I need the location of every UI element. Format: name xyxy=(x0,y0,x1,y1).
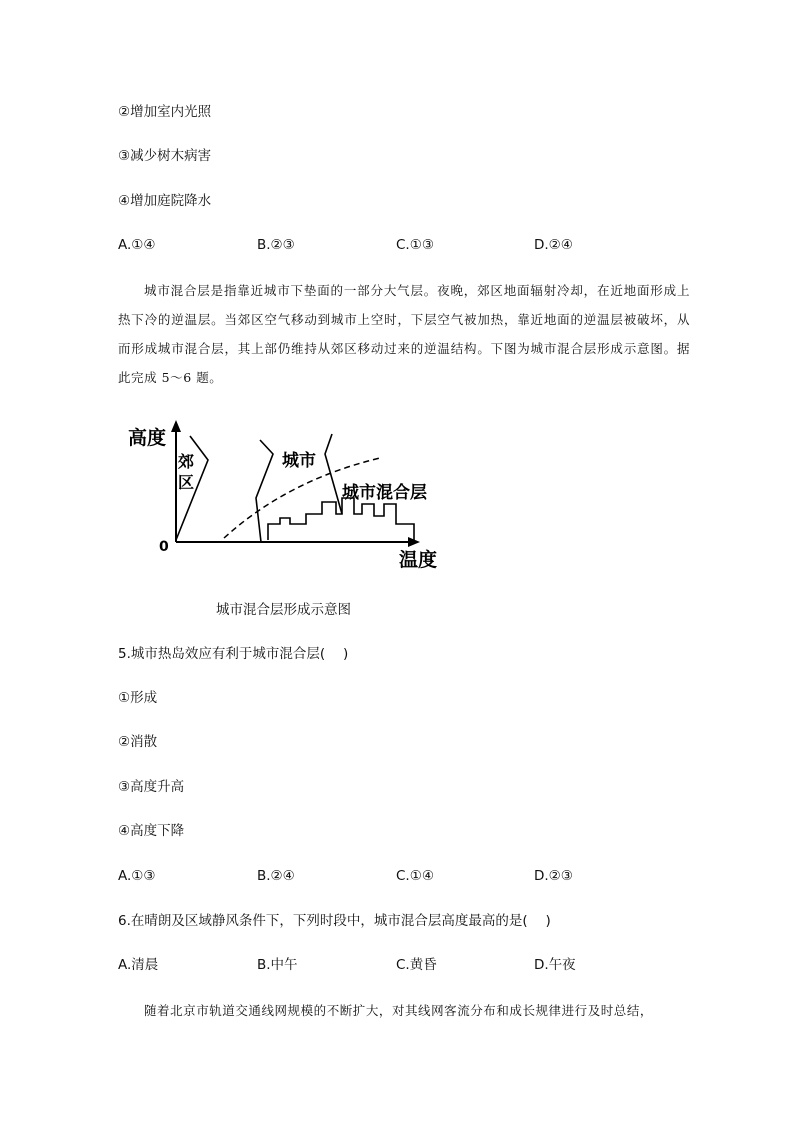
question-6-stem: 6.在晴朗及区域静风条件下，下列时段中，城市混合层高度最高的是( ) xyxy=(118,913,551,929)
next-passage: 随着北京市轨道交通线网规模的不断扩大，对其线网客流分布和成长规律进行及时总结， xyxy=(144,1003,653,1018)
suburb-label-2: 区 xyxy=(178,473,195,492)
list-item: ②增加室内光照 xyxy=(118,104,212,120)
list-item: ③高度升高 xyxy=(118,779,185,795)
suburb-label-1: 郊 xyxy=(178,452,195,471)
reading-passage: 城市混合层是指靠近城市下垫面的一部分大气层。夜晚，郊区地面辐射冷却，在近地面形成上热下冷的逆温层。当郊区空气移动到城市上空时，下层空气被加热，靠近地面的逆温层被破坏，从而形成城市混合层，其上部仍维持从郊区移动过来的逆温结构。下图为城市混合层形成示意图。据此完成 5～6 题。 xyxy=(118,283,690,385)
figure-caption: 城市混合层形成示意图 xyxy=(216,602,351,618)
option-c: C.黄昏 xyxy=(396,957,437,973)
list-item: ①形成 xyxy=(118,690,158,706)
list-item: ④增加庭院降水 xyxy=(118,193,212,209)
mixed-layer-label: 城市混合层 xyxy=(342,483,427,503)
option-d: D.②③ xyxy=(534,868,573,884)
option-d: D.午夜 xyxy=(534,957,576,973)
option-a: A.①③ xyxy=(118,868,156,884)
city-label: 城市 xyxy=(282,451,316,471)
option-c: C.①③ xyxy=(396,237,434,253)
question-5-stem: 5.城市热岛效应有利于城市混合层( ) xyxy=(118,646,349,662)
origin-label: 0 xyxy=(159,539,169,555)
x-axis-label: 温度 xyxy=(399,549,438,571)
option-b: B.中午 xyxy=(257,957,298,973)
option-c: C.①④ xyxy=(396,868,434,884)
list-item: ③减少树木病害 xyxy=(118,148,212,164)
option-a: A.清晨 xyxy=(118,957,159,973)
option-b: B.②③ xyxy=(257,237,295,253)
option-b: B.②④ xyxy=(257,868,295,884)
option-d: D.②④ xyxy=(534,237,573,253)
y-axis-label: 高度 xyxy=(128,427,167,449)
list-item: ④高度下降 xyxy=(118,823,185,839)
mixed-layer-diagram xyxy=(118,414,458,574)
option-a: A.①④ xyxy=(118,237,156,253)
list-item: ②消散 xyxy=(118,734,158,750)
